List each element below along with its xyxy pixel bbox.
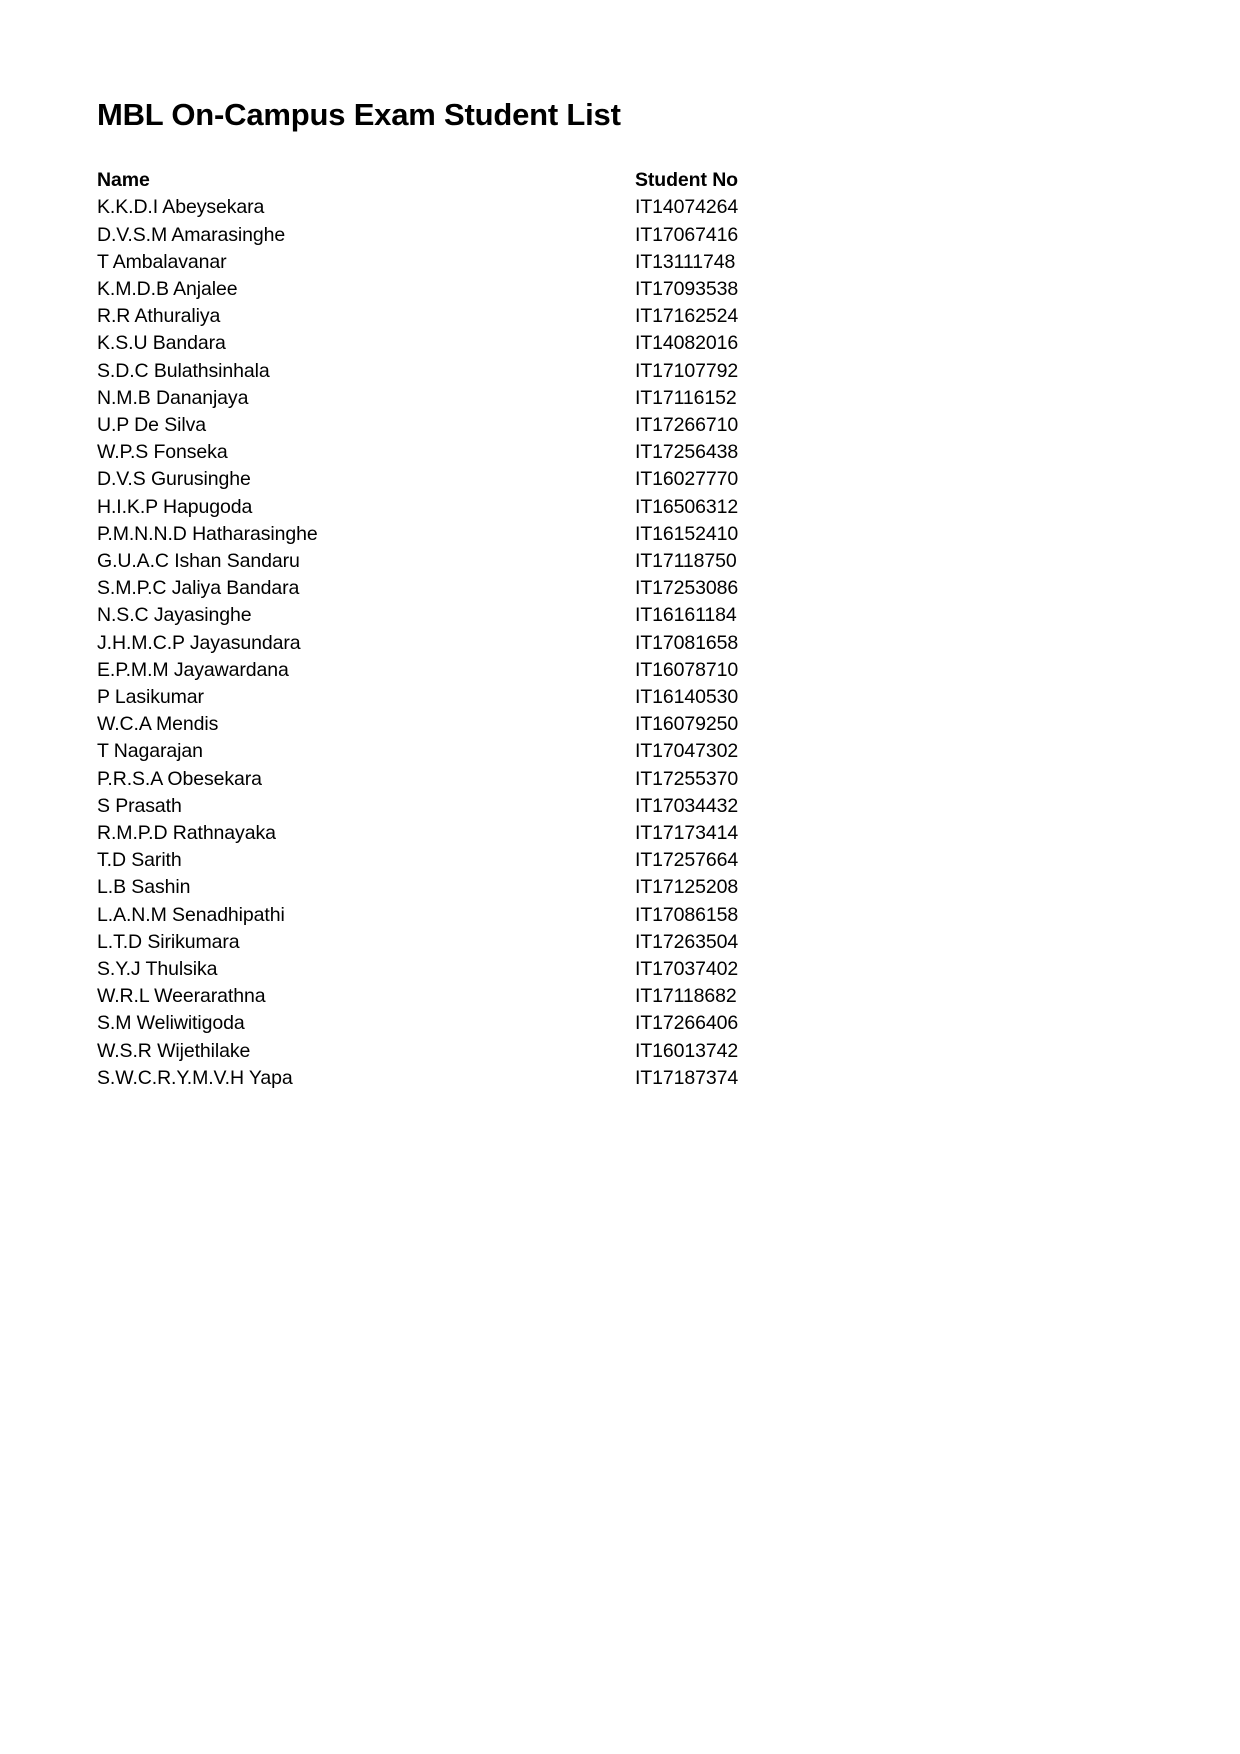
student-number: IT17173414 <box>635 822 739 845</box>
student-number: IT17257664 <box>635 849 739 872</box>
table-row <box>97 657 757 684</box>
student-name: K.S.U Bandara <box>97 332 226 355</box>
student-list-table <box>97 167 757 1092</box>
student-number: IT17256438 <box>635 441 739 464</box>
student-name: R.R Athuraliya <box>97 305 221 328</box>
table-row <box>97 303 757 330</box>
student-name: S.D.C Bulathsinhala <box>97 359 270 382</box>
table-row <box>97 820 757 847</box>
table-row <box>97 466 757 493</box>
table-row <box>97 1010 757 1037</box>
student-number: IT17093538 <box>635 278 739 300</box>
student-name: P.R.S.A Obesekara <box>97 767 262 790</box>
table-row <box>97 902 757 929</box>
student-name: L.T.D Sirikumara <box>97 930 240 953</box>
student-name: K.M.D.B Anjalee <box>97 278 238 300</box>
student-name: H.I.K.P Hapugoda <box>97 495 253 518</box>
table-row <box>97 630 757 657</box>
student-number: IT16079250 <box>635 713 739 736</box>
student-name: W.S.R Wijethilake <box>97 1039 251 1062</box>
table-row <box>97 711 757 738</box>
student-name: R.M.P.D Rathnayaka <box>97 822 276 845</box>
student-number: IT17067416 <box>635 223 739 246</box>
student-number: IT14082016 <box>635 332 739 355</box>
table-row <box>97 276 757 303</box>
student-number: IT16140530 <box>635 686 739 709</box>
table-row <box>97 602 757 629</box>
student-name: S.M.P.C Jaliya Bandara <box>97 577 300 600</box>
student-name: K.K.D.I Abeysekara <box>97 196 265 219</box>
student-number: IT17266710 <box>635 414 739 437</box>
student-name: T.D Sarith <box>97 849 182 872</box>
student-name: S.Y.J Thulsika <box>97 958 218 981</box>
student-number: IT17266406 <box>635 1012 739 1035</box>
student-number: IT17107792 <box>635 359 739 382</box>
table-row <box>97 738 757 765</box>
table-row <box>97 521 757 548</box>
student-number: IT17086158 <box>635 903 739 926</box>
student-name: U.P De Silva <box>97 414 206 437</box>
page-title: MBL On-Campus Exam Student List <box>97 97 621 132</box>
student-number: IT17118750 <box>635 550 737 573</box>
table-row <box>97 439 757 466</box>
student-number: IT13111748 <box>635 250 736 273</box>
table-row <box>97 929 757 956</box>
column-header-student-no: Student No <box>635 169 738 192</box>
table-row <box>97 793 757 820</box>
student-name: T Nagarajan <box>97 740 203 763</box>
student-name: D.V.S.M Amarasinghe <box>97 223 286 246</box>
column-header-name: Name <box>97 169 150 192</box>
student-number: IT17034432 <box>635 794 739 817</box>
student-number: IT17037402 <box>635 958 739 981</box>
table-row <box>97 330 757 357</box>
student-name: P Lasikumar <box>97 686 204 709</box>
table-header <box>97 167 757 194</box>
student-number: IT17187374 <box>635 1066 739 1089</box>
student-name: T Ambalavanar <box>97 250 227 273</box>
student-number: IT17263504 <box>635 930 739 953</box>
table-body <box>97 194 757 1092</box>
table-row <box>97 956 757 983</box>
student-name: J.H.M.C.P Jayasundara <box>97 631 301 654</box>
table-row <box>97 385 757 412</box>
student-number: IT17162524 <box>635 305 739 328</box>
student-name: W.R.L Weerarathna <box>97 985 266 1008</box>
student-name: N.S.C Jayasinghe <box>97 604 252 627</box>
student-number: IT16013742 <box>635 1039 739 1062</box>
student-name: W.C.A Mendis <box>97 713 219 736</box>
student-name: P.M.N.N.D Hatharasinghe <box>97 522 318 545</box>
student-number: IT16078710 <box>635 658 739 681</box>
table-row <box>97 494 757 521</box>
student-number: IT14074264 <box>635 196 739 219</box>
student-name: N.M.B Dananjaya <box>97 386 249 409</box>
table-row <box>97 412 757 439</box>
student-name: S Prasath <box>97 794 182 817</box>
table-row <box>97 194 757 221</box>
student-number: IT17081658 <box>635 631 739 654</box>
student-name: E.P.M.M Jayawardana <box>97 658 289 681</box>
student-number: IT17116152 <box>635 386 737 409</box>
student-name: S.M Weliwitigoda <box>97 1012 245 1035</box>
student-number: IT17125208 <box>635 876 739 899</box>
student-number: IT16506312 <box>635 495 739 518</box>
student-name: W.P.S Fonseka <box>97 441 228 464</box>
document-content <box>97 96 897 1092</box>
table-row <box>97 766 757 793</box>
student-name: D.V.S Gurusinghe <box>97 468 251 491</box>
student-number: IT16152410 <box>635 522 739 545</box>
table-row <box>97 358 757 385</box>
table-row <box>97 1038 757 1065</box>
table-header-row <box>97 167 757 194</box>
student-name: G.U.A.C Ishan Sandaru <box>97 550 300 573</box>
table-row <box>97 684 757 711</box>
table-row <box>97 222 757 249</box>
table-row <box>97 847 757 874</box>
student-name: L.A.N.M Senadhipathi <box>97 903 285 926</box>
table-row <box>97 575 757 602</box>
table-row <box>97 983 757 1010</box>
student-number: IT17118682 <box>635 985 737 1008</box>
table-row <box>97 548 757 575</box>
student-number: IT17255370 <box>635 767 739 790</box>
student-number: IT16027770 <box>635 468 739 491</box>
student-name: L.B Sashin <box>97 876 191 899</box>
table-row <box>97 1065 757 1092</box>
student-number: IT17047302 <box>635 740 739 763</box>
student-name: S.W.C.R.Y.M.V.H Yapa <box>97 1066 293 1089</box>
student-number: IT17253086 <box>635 577 739 600</box>
table-row <box>97 249 757 276</box>
table-row <box>97 874 757 901</box>
student-number: IT16161184 <box>635 604 737 627</box>
